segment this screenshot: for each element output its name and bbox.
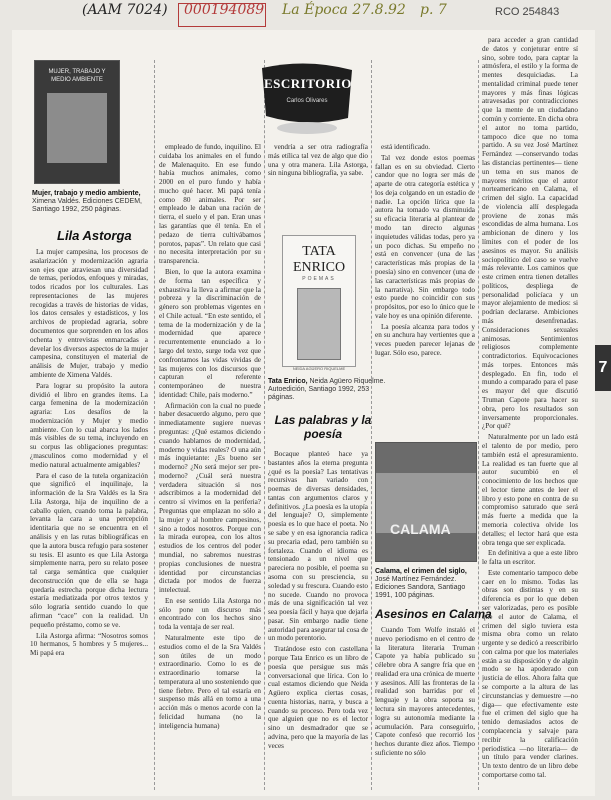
book2-headline: Las palabras y la poesía: [274, 413, 372, 442]
book2-caption-rest: Neida Agüero Riquelme. Autoedición, Santiago 1992, 253 páginas.: [268, 378, 386, 402]
archive-header: [0, 0, 611, 26]
book-cover-mujer-photo: [47, 93, 107, 163]
newspaper-clipping: [12, 30, 595, 796]
book-cover-calama: [375, 442, 477, 562]
book1-author-headline: Lila Astorga: [57, 228, 132, 243]
col3b-p2: Tratándose esto con castellana porque Tata Enrico es un libro de poesía que persigue sus más conversacional que lírica. Con lo cual estamos diciendo que Neida Agüero explica ciertas cosas, cuenta historias, narra, y busca a cuando su proceso. Pero toda vez que alguien que no es el lector sino un desmadrador que se advina, pero que la mayoría de las veces: [268, 645, 368, 750]
book2-caption-title: Tata Enrico,: [268, 378, 308, 385]
source-date: La Época 27.8.92: [282, 2, 406, 18]
column-4-top: [375, 143, 475, 393]
col2-p2: Bien, lo que la autora examina de forma tan específica y exhaustiva la lleva a afirmar que la pobreza y la discriminación de género son problemas vigentes en el Chile actual. “En este sentido, el tema de la modernización y de la modernidad que aparece recurrentemente enunciado a lo largo del texto, surge toda vez que confrontamos las vidas vividas de las mujeres con los discursos que capturan el referente contemporáneo de nuestra identidad: Chile, país moderno.”: [159, 267, 261, 399]
column-3-top: [268, 143, 368, 213]
red-number: 000194089: [184, 2, 265, 18]
rco-code: RCO 254843: [495, 6, 560, 18]
escritorio-logo: [252, 58, 362, 144]
escritorio-title: ESCRITORIO: [264, 76, 352, 91]
book2-caption: [268, 378, 388, 402]
book3-headline: Asesinos en Calama: [375, 607, 492, 621]
tata-enrico-cover-sub: POEMAS: [302, 276, 336, 282]
col2-p3: Afirmación con la cual no puede haber desacuerdo alguno, pero que inmediatamente sugiere nuevas preguntas: ¿Qué estamos diciendo cuando hablamos de modernidad, moderno y vidas reales? O una aún más inquietante: ¿Es bueno ser moderno? ¿No será mejor ser pre-moderno? ¿Cuál será nuestra verdadera situación si nos adscribimos a la modernidad del centro sí vivimos en la periferia? Preguntas que emplazan no sólo a la mujer y al hombre campesinos, sino a todos nosotros. Porque con la mirada europea, con los altos estudios de los centros del poder mundial, no sabremos nuestras propias conclusiones de nuestra identidad por circunstancias dictada por modos de fuerza intelectual.: [159, 401, 261, 595]
col4b-p1: Cuando Tom Wolfe instaló el nuevo periodismo en el centro de la literatura literaria Truman Capote ya había publicado su célebre obra A sangre fría que en realidad era una crónica de muerte y asesinos. Allí las fronteras de la realidad son barridas por el lenguaje y la obra soporta su lectura sin mayores antecedentes, logra su autonomía mediante la acumulación. Para conseguirlo, Capote confesó que recorrió los hechos durante diez años. Tiempo suficiente no sólo: [375, 626, 475, 757]
column-5: [482, 36, 578, 792]
book-cover-tata-enrico: [282, 235, 356, 371]
col5-p3: En definitiva a que a este libro le falta un escritor.: [482, 549, 578, 567]
escritorio-subtitle: Carlos Olivares: [286, 98, 328, 104]
column-1: [30, 248, 148, 788]
col1-p4: Lila Astorga afirma: “Nosotros somos 10 hermanos, 5 hombres y 5 mujeres... Mi papá era: [30, 631, 148, 658]
tata-enrico-cover-author: NEIDA AGÜERO RIQUELME: [292, 366, 346, 371]
column-divider: [154, 60, 155, 790]
book-cover-mujer-title: MUJER, TRABAJO Y MEDIO AMBIENTE: [48, 69, 106, 83]
col4-p3: La poesía alcanza para todos y en su anchura hay vertientes que a veces pueden parecer lejanas de lugar. Sólo eso, parece.: [375, 322, 475, 357]
col5-p1: para acceder a gran cantidad de datos y conjeturar entre sí sino, sobre todo, para captar la atmósfera, el estilo y la forma de mentes desquiciadas. La mentalidad criminal puede tener mayores y más finas lógicas atravesadas por contradicciones que la mente de un ciudadano común y corriente. En dicha obra el autor no toma partido, tampoco dice que no toma partido. A su vez José Martínez Fernández —conservando todas las distancias pertinentes— tiene un tema en sus manos de mayores méritos que el autor norteamericano en Calama, el crimen del siglo. La capacidad de violencia allí desplegada proviene de zonas más escondidas de alma humana. Los ambicionan de dinero y los límites con el poder de los asesinos es mayor. Su análisis sociopolítico del caso se vuelve más relevante. Los caminos que este crimen entra tienen detalles políticos, despliega de personalidad policíaca y un mayor alejamiento de medios: si podrían declararse. Ambiciones más desenfrenadas. Consideraciones sexuales animosas. Sentimientos religiosos complemente contradictorios. Equivocaciones más torpes. Entonces más desplegado. En fin, todo el mundo a comparado para el pase es mayor del que discutió Truman Capote para hacer su obra, pero los resultados son inversamente proporcionales. ¿Por qué?: [482, 36, 578, 431]
col1-p2: Para lograr su propósito la autora dividió el libro en grandes ítems. La carga femenina de la modernización agraria: Los desafíos de la modernización y Mujer y medio ambiente. Con lo cual abarca los lados más visibles de su tema, incluyendo en su corpus las obligaciones preguntas: ¿masculinos como modernidad y el medio natural actualmente amigables?: [30, 381, 148, 469]
page-section-tab: 7: [595, 345, 611, 391]
book3-caption-title: Calama, el crimen del siglo,: [375, 568, 467, 575]
tata-enrico-cover-title: TATA ENRICO: [292, 244, 346, 275]
col5-p2: Naturalmente por un lado está el talento de por medio, pero también está el apresuramiento. La realidad es tan fuerte que al autor sucumbió en el conocimiento de los hechos que el lector tiene antes de leer el libro y esto pone en contra de su compromiso saturado que será más fuerte a medida que la memoria colectiva olvide los detalles; el lector hará que esta obra tenga que ser explicada.: [482, 433, 578, 547]
book1-caption: [32, 190, 150, 214]
col1-p1: La mujer campesina, los procesos de asalarización y modernización agraria son ejes que atraviesan una diversidad de temas, períodos, enfoques y miradas, todos ricados por los culturales. Las representaciones de las mujeres recogidas a través de historias de vidas, los datos censales y estadísticos, y los archivos de propiedad agraria, sobre documentos que sorprenden en los años ochenta y entrevistas enmarcadas a develar los diversos aspectos de la mujer campesina, constituyen el material de análisis de Mujer, trabajo y medio ambiente de Ximena Valdés.: [30, 248, 148, 379]
column-divider: [371, 60, 372, 790]
book3-caption: [375, 568, 475, 600]
tata-enrico-cover-photo: [297, 288, 341, 360]
book1-caption-title: Mujer, trabajo y medio ambiente,: [32, 190, 141, 197]
book1-caption-rest: Ximena Valdés. Ediciones CEDEM, Santiago 1992, 250 páginas.: [32, 198, 142, 214]
col2-p4: En ese sentido Lila Astorga no sólo pone un discurso más encontrado con los hechos sino toda la ventaja de ser real.: [159, 596, 261, 632]
col3-p1: vendría a ser otra radiografía más etílica tal vez de algo que dio una y otra manera. Lila Astorga, sin ninguna bibliografía, ya sabe.: [268, 143, 368, 178]
archive-code: (AAM 7024): [82, 2, 168, 18]
book3-caption-rest: José Martínez Fernández. Ediciones Sandora, Santiago 1991, 100 páginas.: [375, 576, 466, 600]
calama-cover-title: CALAMA: [390, 521, 451, 537]
col1-p3: Para el caso de la tutela organización que significó el inquilinaje, la información de la Sra Valdés es la Sra Lila Astorga, hija de inquilino de a caballo quien, cuando toma la palabra, levanta la cara a una percepción identitaria que no se encuentra en el análisis y en las rutas bibliográficas en que la autora busca refugio para sostener su tesis. El asunto es que Lila Astorga simplemente narra, pero su relato posee tal carga semántica que cualquier deconstrucción que de ella se haga quedaría estrecha porque dicha lectura estaría mediatizada por otros textos y sólo lograría sentido cuando lo que afirman “cace” con la realidad. Un pequeño préstamo, como se ve.: [30, 471, 148, 629]
column-divider: [264, 60, 265, 790]
col2-p5: Naturalmente este tipo de estudios como el de la Sra Valdés son útiles de un modo extraordinario. Como lo es de extraordinario tomarse la temperatura al uno sosteniendo que tiene fiebre. Pero el tal estaría en suspenso más allá en torno a una acción más o menos acorde con la felicidad humana (no la inteligencia humana): [159, 633, 261, 730]
col2-p1: empleado de fundo, inquilino. El cuidaba los animales en el fundo de Malenaquito. En ese fundo había muchos animales, como 2000 en el puro fundo y había mucho qué hacer. Mi papá tenía como 80 animales. Por ser empleado le daban una ración de tierra, el suelo y el pan. Eran unas las garantías que él tenía. En el pedazo de tierra cultivábamos porotos, papas”. Un relato que casi no necesita interpretación por su transparencia.: [159, 143, 261, 266]
col4-p2: Tal vez donde estos poemas fallan es en su obviedad. Cierto candor que no logra ser más de aparte de otra categoría estética y los deja colgando en un estadio de nadie. La opción lírica que la autora ha tomado va disminuida su eficacia literaria al plantear de modo tan directo algunas inquietudes válidas todas, pero ya un poco dichas. Su empeño no está en convencer (una de las características más propias de la poesía) sino en convencer (una de las características más propias de la narrativa). Sin embargo todo esto puede no coincidir con sus propósitos, por eso lo único que le vale hoy es una opinión diferente.: [375, 153, 475, 320]
col4-p1: está identificado.: [381, 143, 431, 151]
book-cover-mujer: [34, 60, 120, 184]
column-3-bottom: [268, 450, 368, 790]
column-2: [159, 143, 261, 791]
column-divider: [478, 60, 479, 790]
column-4-bottom: [375, 626, 475, 790]
page-ref: p. 7: [420, 2, 447, 18]
col3b-p1: Bocaque planteó hace ya bastantes años la eterna pregunta ¿qué es la poesía? Las tentativas recursivas han variado con poemas de diversas densidades, tantas con argumentos claros y definitivos. ¿La poesía es la utopía del lenguaje? O, simplemente poesía es lo que hace el poeta. No se sabe y en esa ignorancia radica su precaria edad, pero también su fortaleza. Cuando el idioma es tensionado a un nivel que pareciera no posible, el poema su asoma con su presciencia, su soledad y su frescura. Cuando esto no sucede. Cuando no provoca más de una significación tal vez sea poesía fácil y haya que dejarla pasar. Sin embargo nadie tiene autoridad para asegurar tal cosa de un modo perentorio.: [268, 450, 368, 643]
col5-p4: Este comentario tampoco debe caer en lo mismo. Todas las obras son distintas y en su diferencia es por lo que deben ser valorizadas, pero es posible que el autor de Calama, el crimen del siglo tuviera esta misma obra como un relato urgente y se dedicó a reescribirlo con calma por que los materiales están a su disposición y de algún modo se ha apoderado con justicia de ellos. Ahora falta que se comporte a la altura de las circunstancias y demuestre —no diga— que efectivamente este fue el crimen del siglo que ha tenido demasiados actos de complacencia y salvaje para recibir la calificación periodística —no literaria— de un título para vender clarines. Un texto dentro de un libro debe comportarse como tal.: [482, 568, 578, 779]
